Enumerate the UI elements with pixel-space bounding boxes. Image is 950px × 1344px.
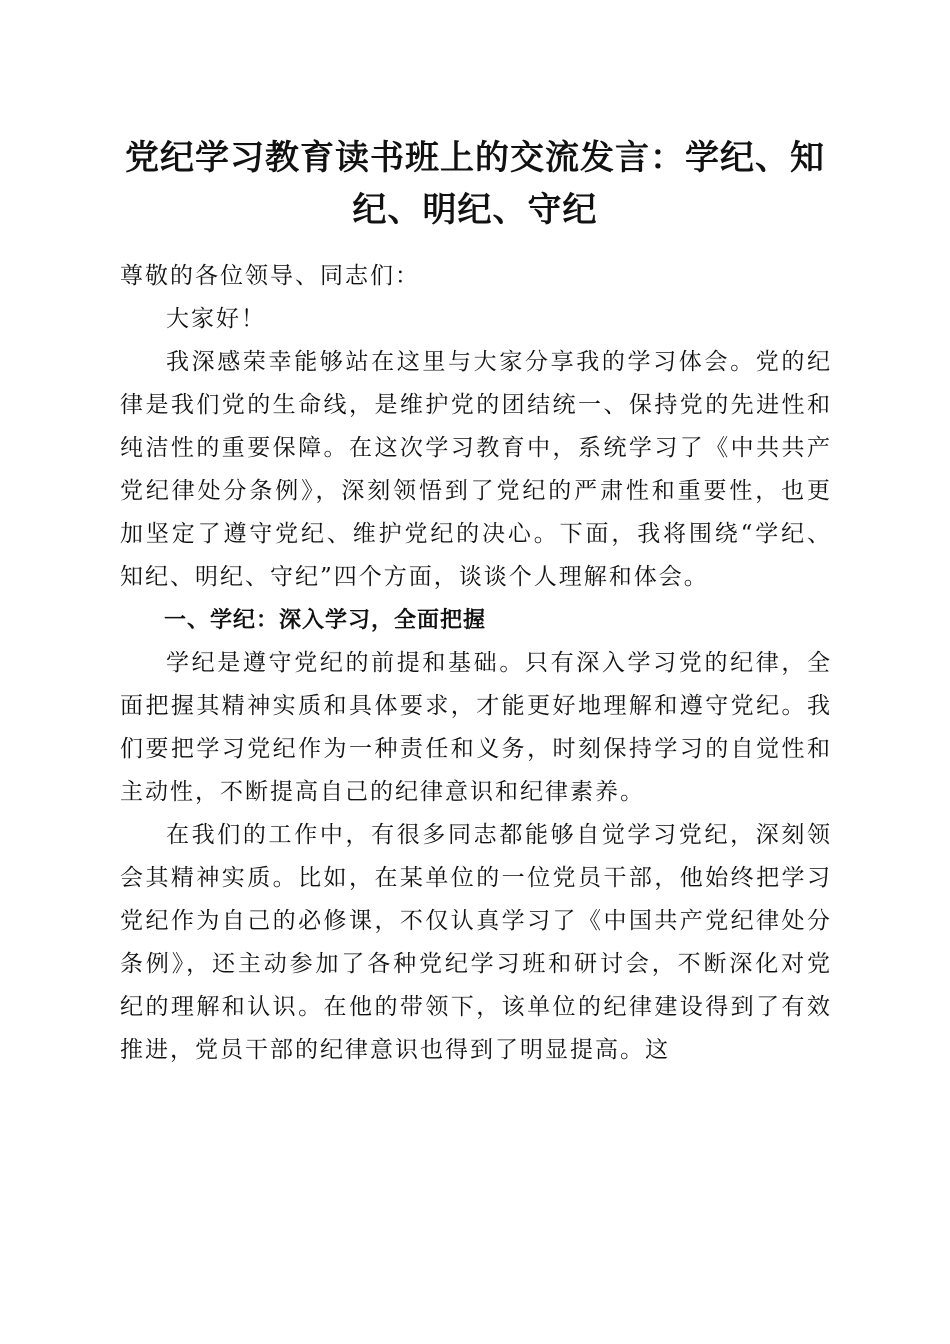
section-heading-1: 一、学纪：深入学习，全面把握 bbox=[164, 608, 487, 633]
section1-paragraph-2: 在我们的工作中，有很多同志都能够自觉学习党纪，深刻领会其精神实质。比如，在某单位的一位党员干部，他始终把学习党纪作为自己的必修课，不仅认真学习了《中国共产党纪律处分条例》，还主动参加了各种党纪学习班和研讨会，不断深化对党纪的理解和认识。在他的带领下，该单位的纪律建设得到了有效推进，党员干部的纪律意识也得到了明显提高。这 bbox=[120, 822, 832, 1063]
intro-paragraph: 我深感荣幸能够站在这里与大家分享我的学习体会。党的纪律是我们党的生命线，是维护党的团结统一、保持党的先进性和纯洁性的重要保障。在这次学习教育中，系统学习了《中共共产党纪律处分条例》，深刻领悟到了党纪的严肃性和重要性，也更加坚定了遵守党纪、维护党纪的决心。下面，我将围绕“学纪、知纪、明纪、守纪”四个方面，谈谈个人理解和体会。 bbox=[120, 349, 832, 590]
greeting: 大家好！ bbox=[166, 306, 266, 332]
document-title: 党纪学习教育读书班上的交流发言：学纪、知纪、明纪、守纪 bbox=[125, 138, 825, 230]
document-body bbox=[120, 255, 832, 1072]
section1-paragraph-1: 学纪是遵守党纪的前提和基础。只有深入学习党的纪律，全面把握其精神实质和具体要求，才能更好地理解和遵守党纪。我们要把学习党纪作为一种责任和义务，时刻保持学习的自觉性和主动性，不断提高自己的纪律意识和纪律素养。 bbox=[120, 650, 832, 805]
salutation: 尊敬的各位领导、同志们： bbox=[120, 263, 420, 289]
